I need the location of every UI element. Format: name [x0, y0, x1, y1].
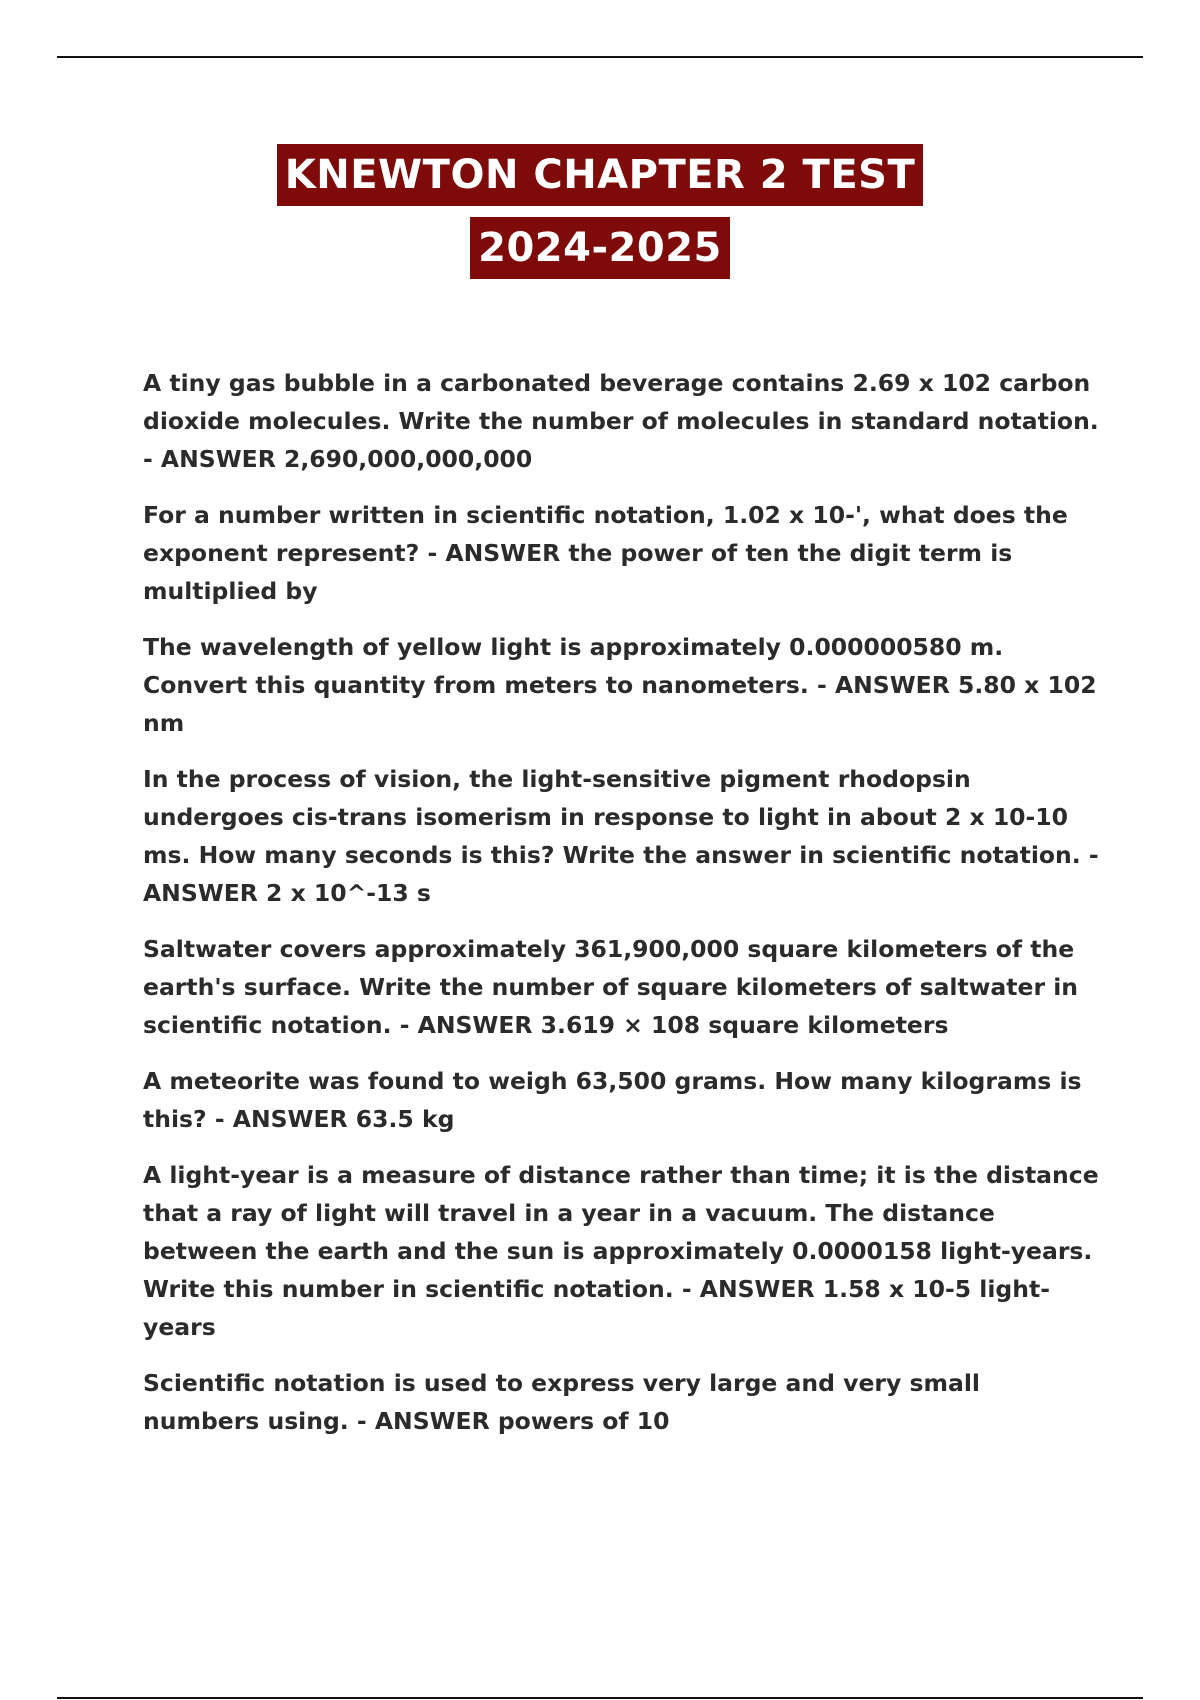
top-rule: [57, 56, 1143, 58]
title-line-1: KNEWTON CHAPTER 2 TEST: [277, 144, 924, 206]
qa-item-1: A tiny gas bubble in a carbonated beverage contains 2.69 x 102 carbon dioxide molecules. Write the number of molecules in standard notation. - ANSWER 2,690,000,000,000: [143, 369, 1099, 473]
qa-item-8: Scientific notation is used to express very large and very small numbers using. - ANSWER powers of 10: [143, 1369, 980, 1435]
qa-item-3: The wavelength of yellow light is approximately 0.000000580 m. Convert this quantity from meters to nanometers. - ANSWER 5.80 x 102 nm: [143, 633, 1097, 737]
qa-item-6: A meteorite was found to weigh 63,500 grams. How many kilograms is this? - ANSWER 63.5 kg: [143, 1067, 1082, 1133]
qa-item-5: Saltwater covers approximately 361,900,000 square kilometers of the earth's surface. Write the number of square kilometers of saltwater in scientific notation. - ANSWER 3.619 × 108 square kilometers: [143, 935, 1079, 1039]
bottom-rule: [57, 1697, 1143, 1699]
qa-item-2: For a number written in scientific notation, 1.02 x 10-', what does the exponent represent? - ANSWER the power of ten the digit term is multiplied by: [143, 501, 1068, 605]
question-answer-list: [143, 364, 1103, 1458]
qa-item-7: A light-year is a measure of distance rather than time; it is the distance that a ray of light will travel in a year in a vacuum. The distance between the earth and the sun is approximately 0.0000158 light-years. Write this number in scientific notation. - ANSWER 1.58 x 10-5 light-years: [143, 1161, 1099, 1341]
qa-item-4: In the process of vision, the light-sensitive pigment rhodopsin undergoes cis-trans isomerism in response to light in about 2 x 10-10 ms. How many seconds is this? Write the answer in scientific notation. - ANSWER 2 x 10^-13 s: [143, 765, 1099, 907]
document-title: [0, 144, 1200, 279]
title-line-2: 2024-2025: [470, 217, 730, 279]
